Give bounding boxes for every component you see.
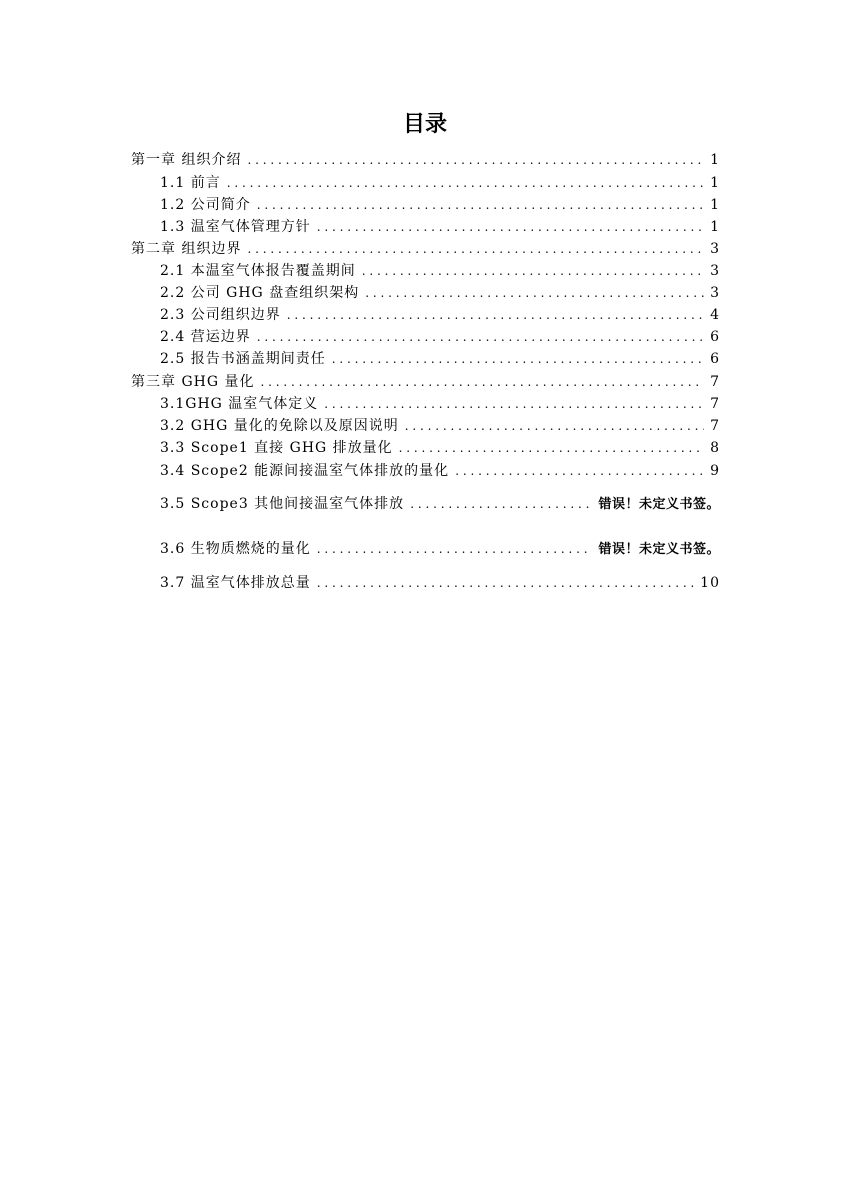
toc-entry-page: 6 (710, 329, 720, 345)
toc-entry-label: 2.3 公司组织边界 (160, 307, 281, 323)
toc-title: 目录 (402, 112, 447, 137)
toc-entry-2-2[interactable] (160, 283, 720, 303)
dot-leader (332, 349, 704, 369)
toc-entry-label: 1.1 前言 (160, 175, 221, 191)
toc-entry-label: 3.2 GHG 量化的免除以及原因说明 (160, 418, 399, 434)
dot-leader (227, 173, 704, 193)
toc-entry-page-error: 错误！未定义书签。 (598, 497, 720, 512)
dot-leader (257, 195, 704, 215)
toc-entry-2-4[interactable] (160, 327, 720, 347)
toc-entry-page: 1 (710, 175, 720, 191)
toc-entry-2-3[interactable] (160, 305, 720, 325)
toc-entry-1-2[interactable] (160, 195, 720, 215)
toc-entry-page: 7 (710, 374, 720, 390)
toc-entry-page: 6 (710, 351, 720, 367)
toc-entry-2-5[interactable] (160, 349, 720, 369)
toc-entry-page: 1 (710, 219, 720, 235)
toc-entry-page: 1 (710, 152, 720, 168)
toc-entry-label: 3.7 温室气体排放总量 (160, 575, 311, 591)
toc-entry-page: 4 (710, 307, 720, 323)
dot-leader (257, 327, 704, 347)
toc-entry-label: 3.5 Scope3 其他间接温室气体排放 (160, 496, 405, 512)
toc-entry-label: 3.6 生物质燃烧的量化 (160, 541, 311, 557)
dot-leader (399, 438, 704, 458)
toc-entry-label: 3.4 Scope2 能源间接温室气体排放的量化 (160, 463, 450, 479)
dot-leader (410, 494, 592, 514)
toc-entry-chapter-1[interactable] (131, 150, 720, 170)
toc-entry-chapter-3[interactable] (131, 372, 720, 392)
dot-leader (365, 283, 704, 303)
toc-entry-3-7[interactable] (160, 573, 720, 593)
dot-leader (317, 217, 704, 237)
dot-leader (317, 539, 593, 559)
toc-entry-label: 1.3 温室气体管理方针 (160, 219, 311, 235)
toc-entry-label: 第三章 GHG 量化 (131, 374, 255, 390)
toc-entry-page: 1 (710, 197, 720, 213)
toc-entry-page: 7 (710, 418, 720, 434)
toc-entry-label: 第二章 组织边界 (131, 241, 242, 257)
toc-entry-label: 3.3 Scope1 直接 GHG 排放量化 (160, 440, 393, 456)
toc-entry-label: 2.4 营运边界 (160, 329, 251, 345)
toc-entry-3-1[interactable] (160, 394, 720, 414)
toc-entry-label: 2.2 公司 GHG 盘查组织架构 (160, 285, 360, 301)
toc-entry-page: 10 (700, 575, 720, 591)
toc-entry-1-1[interactable] (160, 173, 720, 193)
dot-leader (247, 150, 704, 170)
dot-leader (324, 394, 704, 414)
toc-entry-3-5[interactable] (160, 494, 720, 514)
toc-entry-label: 3.1GHG 温室气体定义 (160, 396, 319, 412)
toc-entry-page-error: 错误！未定义书签。 (598, 542, 720, 557)
toc-entry-chapter-2[interactable] (131, 239, 720, 259)
toc-entry-page: 9 (710, 463, 720, 479)
dot-leader (247, 239, 704, 259)
dot-leader (362, 261, 704, 281)
toc-entry-label: 2.5 报告书涵盖期间责任 (160, 351, 326, 367)
toc-entry-label: 第一章 组织介绍 (131, 152, 242, 168)
dot-leader (405, 416, 704, 436)
toc-entry-label: 2.1 本温室气体报告覆盖期间 (160, 263, 356, 279)
toc-entry-page: 3 (710, 241, 720, 257)
dot-leader (260, 372, 704, 392)
toc-entry-page: 3 (710, 285, 720, 301)
toc-entry-3-2[interactable] (160, 416, 720, 436)
toc-entry-2-1[interactable] (160, 261, 720, 281)
dot-leader (455, 461, 704, 481)
toc-entry-1-3[interactable] (160, 217, 720, 237)
dot-leader (317, 573, 694, 593)
toc-entry-3-3[interactable] (160, 438, 720, 458)
toc-entry-3-4[interactable] (160, 461, 720, 481)
toc-entry-page: 7 (710, 396, 720, 412)
dot-leader (287, 305, 704, 325)
toc-entry-3-6[interactable] (160, 539, 720, 559)
toc-entry-label: 1.2 公司简介 (160, 197, 251, 213)
toc-entry-page: 3 (710, 263, 720, 279)
toc-entry-page: 8 (710, 440, 720, 456)
